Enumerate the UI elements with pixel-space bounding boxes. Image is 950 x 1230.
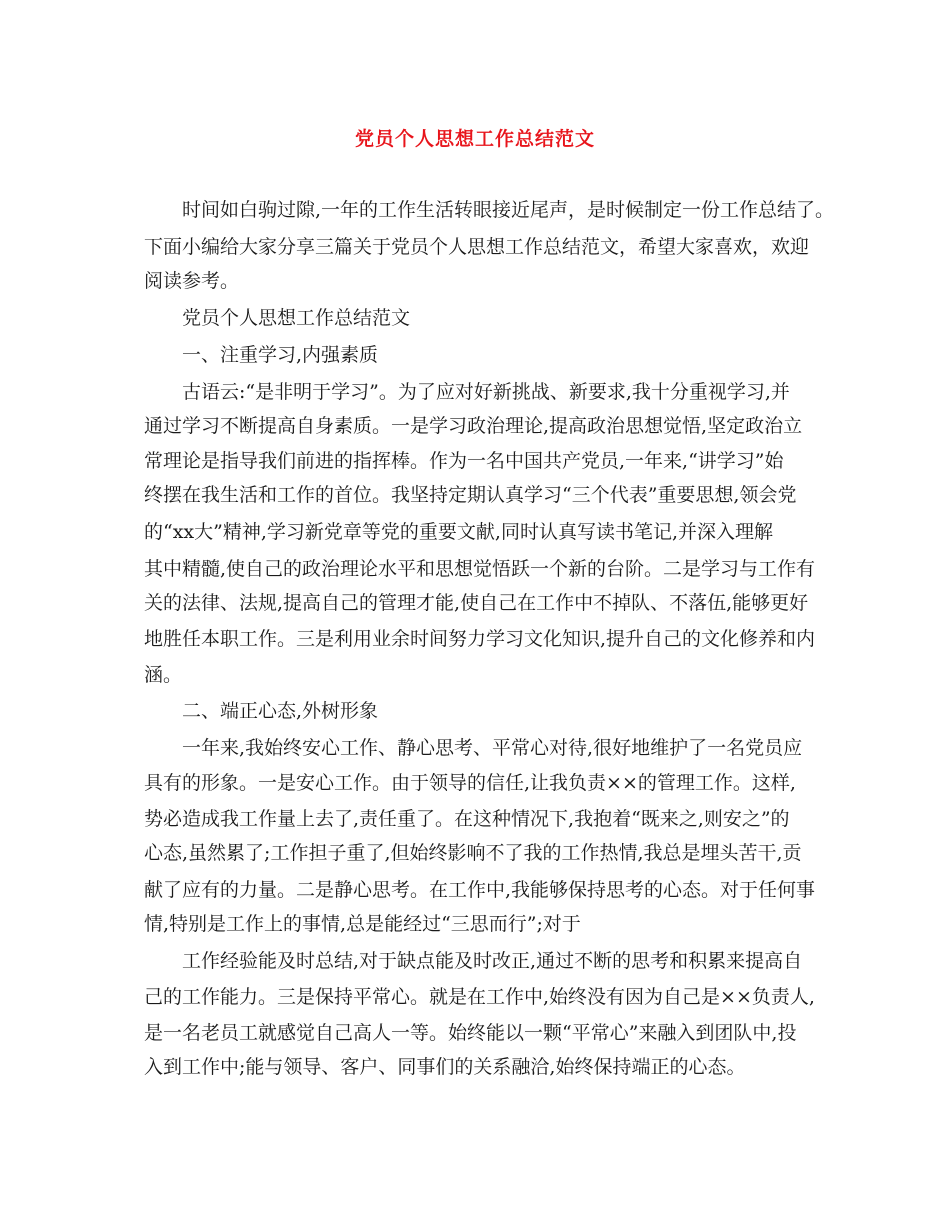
paragraph-line: 终摆在我生活和工作的首位。我坚持定期认真学习“三个代表”重要思想,领会党 bbox=[144, 484, 797, 506]
paragraph-line: 具有的形象。一是安心工作。由于领导的信任,让我负责××的管理工作。这样, bbox=[144, 772, 796, 794]
paragraph-line: 工作经验能及时总结,对于缺点能及时改正,通过不断的思考和积累来提高自 bbox=[182, 950, 803, 972]
paragraph-line: 势必造成我工作量上去了,责任重了。在这种情况下,我抱着“既来之,则安之”的 bbox=[144, 808, 790, 830]
paragraph-line: 献了应有的力量。二是静心思考。在工作中,我能够保持思考的心态。对于任何事 bbox=[144, 879, 816, 901]
paragraph-line: 涵。 bbox=[144, 664, 183, 686]
paragraph-line: 情,特别是工作上的事情,总是能经过“三思而行”;对于 bbox=[144, 913, 581, 935]
paragraph-line: 通过学习不断提高自身素质。一是学习政治理论,提高政治思想觉悟,坚定政治立 bbox=[144, 415, 803, 437]
paragraph-line: 己的工作能力。三是保持平常心。就是在工作中,始终没有因为自己是××负责人, bbox=[144, 986, 815, 1008]
paragraph-line: 一年来,我始终安心工作、静心思考、平常心对待,很好地维护了一名党员应 bbox=[182, 737, 803, 759]
paragraph-line: 心态,虽然累了;工作担子重了,但始终影响不了我的工作热情,我总是埋头苦干,贡 bbox=[144, 842, 802, 864]
paragraph-line: 时间如白驹过隙,一年的工作生活转眼接近尾声，是时候制定一份工作总结了。 bbox=[182, 199, 835, 221]
paragraph-line: 下面小编给大家分享三篇关于党员个人思想工作总结范文，希望大家喜欢，欢迎 bbox=[144, 236, 810, 258]
paragraph-line: 阅读参考。 bbox=[144, 270, 240, 292]
paragraph-line: 古语云:“是非明于学习”。为了应对好新挑战、新要求,我十分重视学习,并 bbox=[182, 381, 790, 403]
paragraph-line: 地胜任本职工作。三是利用业余时间努力学习文化知识,提升自己的文化修养和内 bbox=[144, 628, 816, 650]
document-title: 党员个人思想工作总结范文 bbox=[354, 128, 595, 150]
section-heading: 党员个人思想工作总结范文 bbox=[182, 307, 411, 329]
paragraph-line: 其中精髓,使自己的政治理论水平和思想觉悟跃一个新的台阶。二是学习与工作有 bbox=[144, 558, 816, 580]
section-heading: 一、注重学习,内强素质 bbox=[182, 344, 379, 366]
section-heading: 二、端正心态,外树形象 bbox=[182, 700, 379, 722]
paragraph-line: 常理论是指导我们前进的指挥棒。作为一名中国共产党员,一年来,“讲学习”始 bbox=[144, 450, 784, 472]
paragraph-line: 关的法律、法规,提高自己的管理才能,使自己在工作中不掉队、不落伍,能够更好 bbox=[144, 592, 809, 614]
paragraph-line: 的“xx大”精神,学习新党章等党的重要文献,同时认真写读书笔记,并深入理解 bbox=[144, 521, 773, 543]
paragraph-line: 入到工作中;能与领导、客户、同事们的关系融洽,始终保持端正的心态。 bbox=[144, 1056, 746, 1078]
paragraph-line: 是一名老员工就感觉自己高人一等。始终能以一颗“平常心”来融入到团队中,投 bbox=[144, 1022, 797, 1044]
